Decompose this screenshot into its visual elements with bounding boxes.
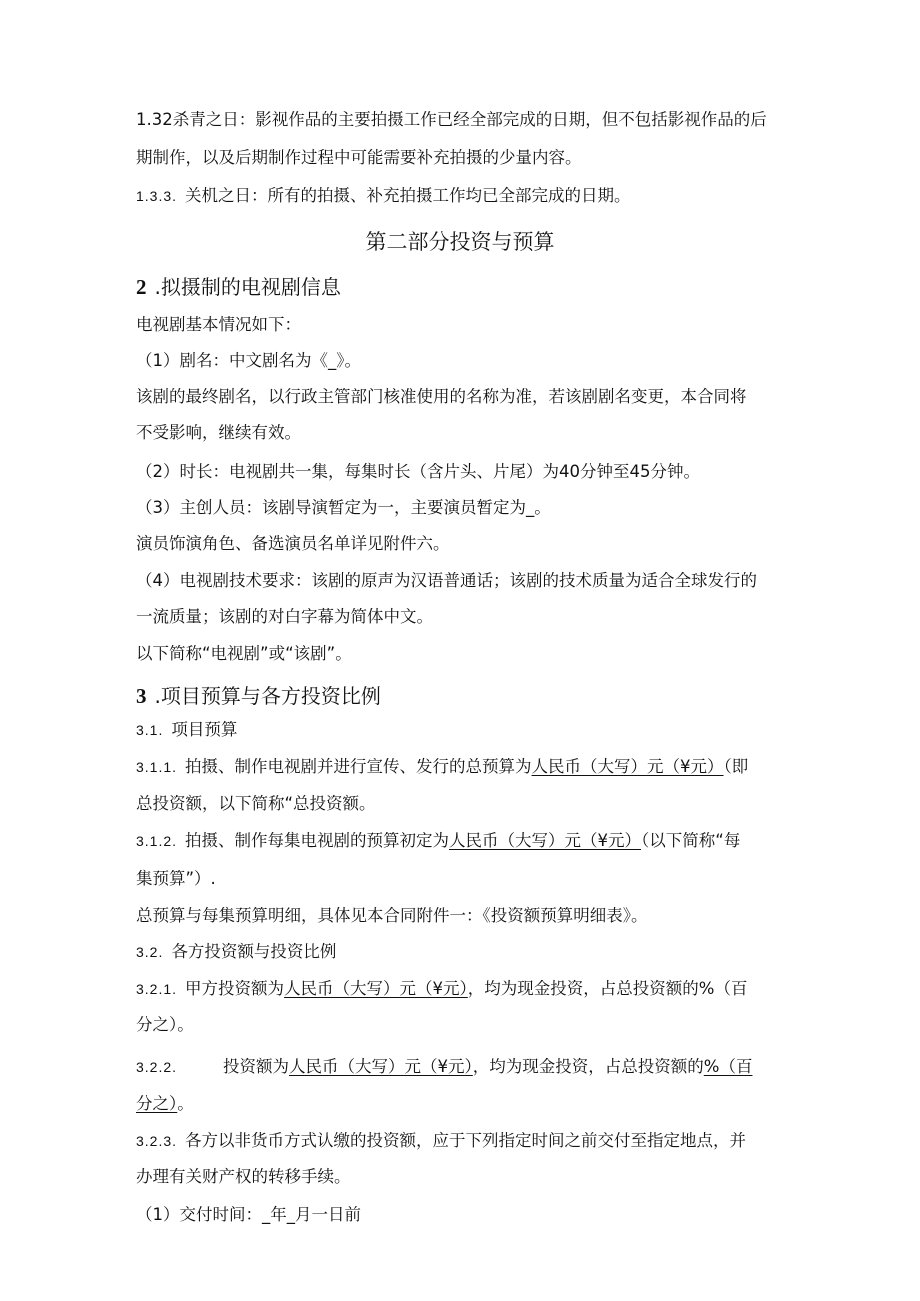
- paragraph: 总预算与每集预算明细，具体见本合同附件一：《投资额预算明细表》。: [136, 906, 648, 925]
- clause-text: （即: [723, 757, 749, 776]
- amount-blank: 人民币（大写）元（¥元）: [449, 831, 642, 850]
- amount-blank: 人民币（大写）元（¥元）: [284, 979, 468, 998]
- clause-number: 3.2.3.: [136, 1133, 178, 1149]
- duration-item: （2）时长：电视剧共一集，每集时长（含片头、片尾）为40分钟至45分钟。: [136, 462, 700, 481]
- amount-blank: 人民币（大写）元（¥元）: [531, 757, 724, 776]
- clause-text: 甲方投资额为: [185, 979, 285, 998]
- section-title: .拟摄制的电视剧信息: [154, 275, 341, 299]
- paragraph: 该剧的最终剧名，以行政主管部门核准使用的名称为准，若该剧剧名变更，本合同将: [136, 387, 747, 406]
- clause-text: 各方投资额与投资比例: [171, 942, 337, 961]
- clause-text: ，均为现金投资，占总投资额的%（百: [467, 979, 748, 998]
- clause-text: 拍摄、制作电视剧并进行宣传、发行的总预算为: [185, 757, 532, 776]
- para-1-3-3: [136, 185, 631, 207]
- clause-3-1-2: [136, 830, 740, 852]
- clause-text: 。: [177, 1094, 194, 1113]
- tech-item: （4）电视剧技术要求：该剧的原声为汉语普通话；该剧的技术质量为适合全球发行的: [136, 571, 757, 590]
- clause-3-2-2: [136, 1056, 752, 1078]
- clause-text: ，均为现金投资，占总投资额的: [472, 1057, 704, 1076]
- clause-3-2-3: [136, 1130, 746, 1152]
- percent-blank: 分之）: [136, 1094, 178, 1113]
- clause-3-1: [136, 719, 237, 741]
- clause-number: 3.1.1.: [136, 759, 178, 775]
- clause-3-2-3-cont: 办理有关财产权的转移手续。: [136, 1167, 351, 1186]
- section-3-heading: [136, 682, 381, 710]
- section-number: 3: [136, 684, 147, 708]
- tech-item: 一流质量；该剧的对白字幕为简体中文。: [136, 607, 433, 626]
- part-title: 第二部分投资与预算: [365, 230, 555, 254]
- clause-text: 拍摄、制作每集电视剧的预算初定为: [185, 831, 450, 850]
- title-item: （1）剧名：中文剧名为《_》。: [136, 351, 361, 370]
- clause-number: 3.2.1.: [136, 981, 178, 997]
- clause-text: 项目预算: [171, 720, 238, 739]
- clause-3-2-1-cont: 分之）。: [136, 1015, 194, 1034]
- clause-text: 投资额为: [223, 1057, 290, 1076]
- section-2-heading: [136, 273, 341, 301]
- clause-text: 各方以非货币方式认缴的投资额，应于下列指定时间之前交付至指定地点，并: [185, 1131, 747, 1150]
- paragraph: 演员饰演角色、备选演员名单详见附件六。: [136, 534, 450, 553]
- clause-3-2: [136, 941, 336, 963]
- clause-number: 1.3.3.: [136, 188, 178, 204]
- amount-blank: 人民币（大写）元（¥元）: [289, 1057, 473, 1076]
- clause-number: 3.1.2.: [136, 833, 178, 849]
- clause-3-2-1: [136, 978, 747, 1000]
- clause-number: 3.2.2.: [136, 1059, 178, 1075]
- clause-number: 3.1.: [136, 722, 164, 738]
- clause-3-2-2-cont: [136, 1093, 194, 1115]
- para-1-32-line2: 期制作，以及后期制作过程中可能需要补充拍摄的少量内容。: [136, 148, 582, 167]
- creators-item: （3）主创人员：该剧导演暂定为一，主要演员暂定为_。: [136, 498, 551, 517]
- paragraph: 不受影响，继续有效。: [136, 423, 301, 442]
- delivery-time-item: （1）交付时间：_年_月一日前: [136, 1205, 361, 1224]
- clause-3-1-1-cont: 总投资额，以下简称“总投资额。: [136, 794, 376, 813]
- para-1-32-line1: 1.32杀青之日：影视作品的主要拍摄工作已经全部完成的日期，但不包括影视作品的后: [136, 110, 767, 129]
- percent-blank: %（百: [703, 1057, 753, 1076]
- clause-number: 3.2.: [136, 944, 164, 960]
- section-number: 2: [136, 275, 147, 299]
- clause-3-1-2-cont: 集预算”）.: [136, 869, 216, 888]
- clause-text: 关机之日：所有的拍摄、补充拍摄工作均已全部完成的日期。: [185, 186, 631, 205]
- clause-text: （以下简称“每: [641, 831, 741, 850]
- section-title: .项目预算与各方投资比例: [154, 684, 381, 708]
- clause-3-1-1: [136, 756, 748, 778]
- paragraph: 电视剧基本情况如下：: [136, 315, 301, 334]
- paragraph: 以下简称“电视剧”或“该剧”。: [136, 644, 352, 663]
